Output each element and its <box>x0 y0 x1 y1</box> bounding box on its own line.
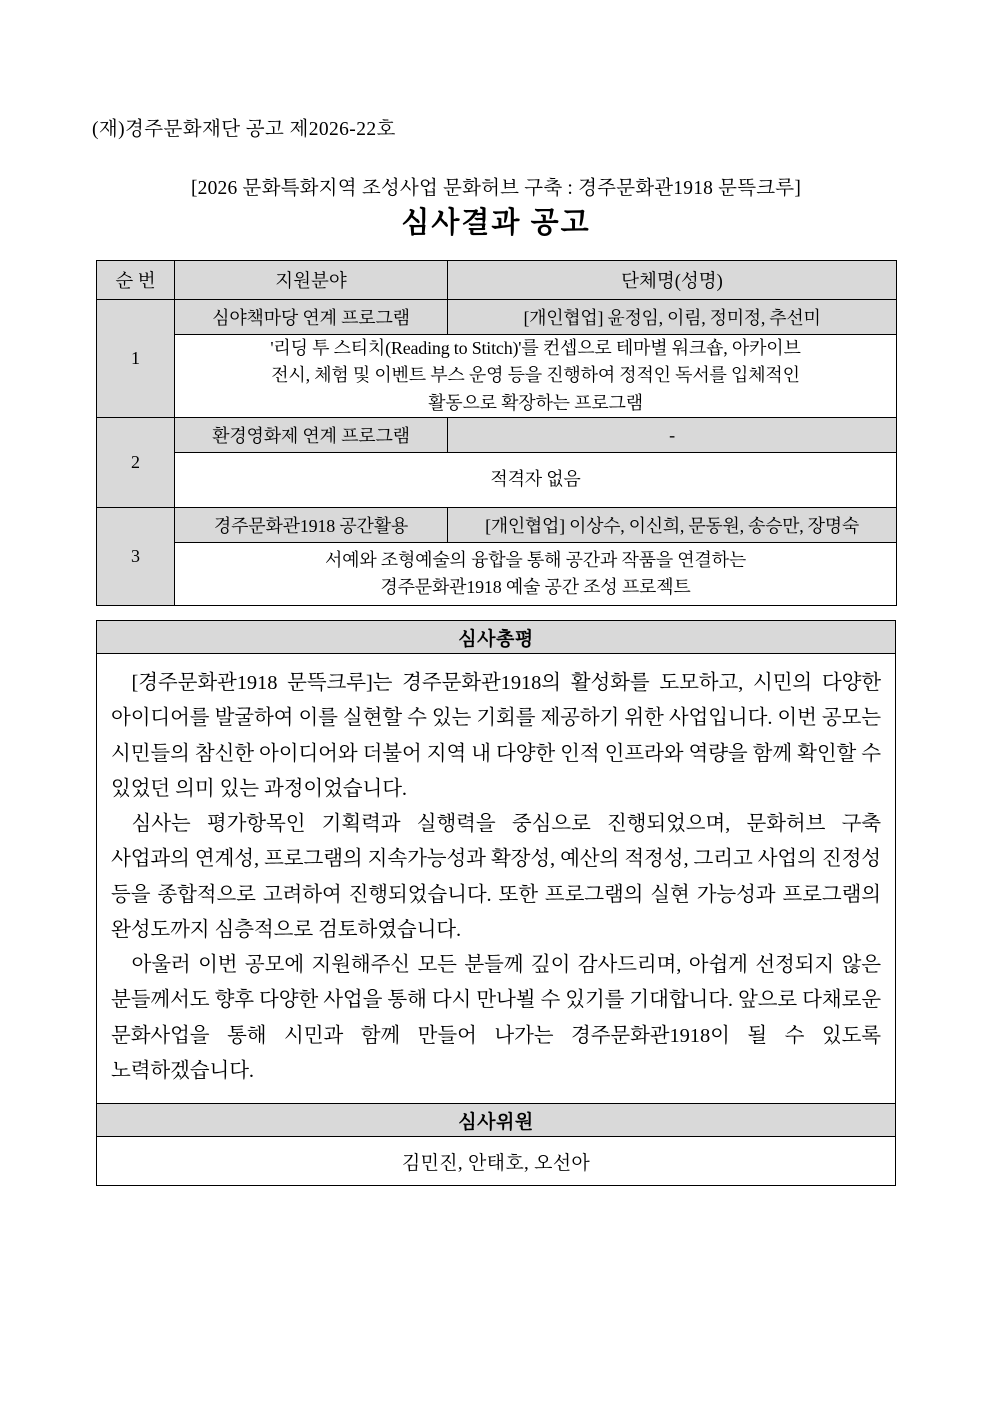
description-line: 전시, 체험 및 이벤트 부스 운영 등을 진행하여 정적인 독서를 입체적인 <box>271 365 800 386</box>
table-row <box>97 508 897 543</box>
row-number: 3 <box>97 508 175 606</box>
row-description <box>175 335 897 418</box>
results-table <box>96 260 897 606</box>
review-summary-header-row <box>97 621 896 654</box>
page-title: 심사결과 공고 <box>401 207 591 239</box>
review-committee-title: 심사위원 <box>97 1104 896 1137</box>
row-number: 2 <box>97 418 175 508</box>
review-committee-members: 김민진, 안태호, 오선아 <box>97 1137 896 1186</box>
table-row-description <box>97 543 897 606</box>
row-organization: - <box>448 418 897 453</box>
description-line: 활동으로 확장하는 프로그램 <box>428 392 643 413</box>
description-line: 서예와 조형예술의 융합을 통해 공간과 작품을 연결하는 <box>324 549 747 570</box>
review-summary-body-row <box>97 654 896 1104</box>
review-summary-table <box>96 620 896 1186</box>
row-description <box>175 543 897 606</box>
review-summary-body <box>97 654 896 1104</box>
review-committee-header-row <box>97 1104 896 1137</box>
table-header-row <box>97 261 897 300</box>
header-no: 순 번 <box>97 261 175 300</box>
table-row-description <box>97 453 897 508</box>
description-line: '리딩 투 스티치(Reading to Stitch)'를 컨셉으로 테마별 워크숍, 아카이브 <box>270 338 801 358</box>
review-paragraph: 아울러 이번 공모에 지원해주신 모든 분들께 깊이 감사드리며, 아쉽게 선정되지 않은 분들께서도 향후 다양한 사업을 통해 다시 만나뵐 수 있기를 기대합니다. 앞으로 다채로운 문화사업을 통해 시민과 함께 만들어 나가는 경주문화관1918이 될 수 있도록 노력하겠습니다. <box>111 954 881 1082</box>
description-line: 경주문화관1918 예술 공간 조성 프로젝트 <box>380 577 691 598</box>
row-field: 환경영화제 연계 프로그램 <box>175 418 448 453</box>
header-organization: 단체명(성명) <box>448 261 897 300</box>
row-description <box>175 453 897 508</box>
notice-number: (재)경주문화재단 공고 제2026-22호 <box>92 119 396 140</box>
review-committee-row <box>97 1137 896 1186</box>
table-row <box>97 300 897 335</box>
description-line: 적격자 없음 <box>490 469 581 490</box>
review-paragraph: [경주문화관1918 문뜩크루]는 경주문화관1918의 활성화를 도모하고, 시민의 다양한 아이디어를 발굴하여 이를 실현할 수 있는 기회를 제공하기 위한 사업입니다. 이번 공모는 시민들의 참신한 아이디어와 더불어 지역 내 다양한 인적 인프라와 역량을 함께 확인할 수 있었던 의미 있는 과정이었습니다. <box>111 672 881 800</box>
table-row-description <box>97 335 897 418</box>
row-field: 경주문화관1918 공간활용 <box>175 508 448 543</box>
table-row <box>97 418 897 453</box>
review-summary-title: 심사총평 <box>97 621 896 654</box>
header-field: 지원분야 <box>175 261 448 300</box>
row-organization: [개인협업] 윤정임, 이림, 정미정, 추선미 <box>448 300 897 335</box>
review-paragraph: 심사는 평가항목인 기획력과 실행력을 중심으로 진행되었으며, 문화허브 구축 사업과의 연계성, 프로그램의 지속가능성과 확장성, 예산의 적정성, 그리고 사업의 진정성 등을 종합적으로 고려하여 진행되었습니다. 또한 프로그램의 실현 가능성과 프로그램의 완성도까지 심층적으로 검토하였습니다. <box>111 813 881 941</box>
row-number: 1 <box>97 300 175 418</box>
row-field: 심야책마당 연계 프로그램 <box>175 300 448 335</box>
program-title: [2026 문화특화지역 조성사업 문화허브 구축 : 경주문화관1918 문뜩크루] <box>190 178 802 199</box>
row-organization: [개인협업] 이상수, 이신희, 문동원, 송승만, 장명숙 <box>448 508 897 543</box>
